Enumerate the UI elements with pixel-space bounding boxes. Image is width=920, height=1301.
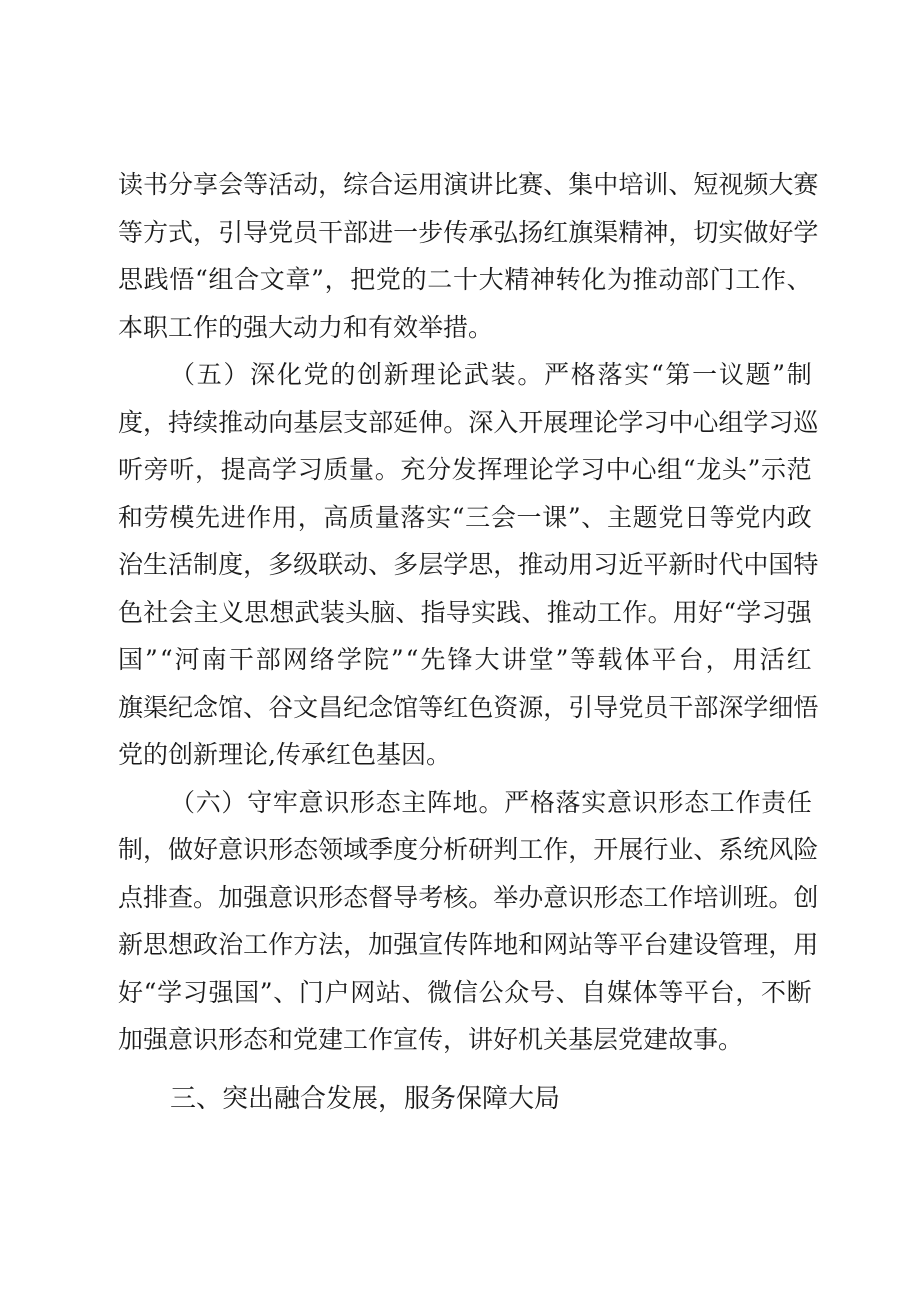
text-line: 加强意识形态和党建工作宣传，讲好机关基层党建故事。 [118,1025,744,1054]
text-line: 点 排 查 。 加 强 意 识 形 态 督 导 考 核 。 举 办 意 识 形 态 工 作 培 训 班 。 创 [118,883,819,912]
paragraph-six-first-line: （ 六 ） 守 牢 意 识 形 态 主 阵 地 。 严 格 落 实 意 识 形 态 工 作 责 任 [170,788,812,817]
text-line: 思 践 悟 “ 组 合 文 章 ” ， 把 党 的 二 十 大 精 神 转 化 为 推 动 部 门 工 作 、 [118,265,812,294]
text-line: 听 旁 听 ， 提 高 学 习 质 量 。 充 分 发 挥 理 论 学 习 中 心 组 “ 龙 头 ” 示 范 [118,455,812,484]
text-line: 新 思 想 政 治 工 作 方 法 ， 加 强 宣 传 阵 地 和 网 站 等 平 台 建 设 管 理 ， 用 [118,930,819,959]
text-line: 色 社 会 主 义 思 想 武 装 头 脑 、 指 导 实 践 、 推 动 工 作 。 用 好 “ 学 习 强 [118,598,812,627]
text-line: 党的创新理论,传承红色基因。 [118,740,451,769]
text-line: 治 生 活 制 度 ， 多 级 联 动 、 多 层 学 思 ， 推 动 用 习 近 平 新 时 代 中 国 特 [118,550,819,579]
paragraph-five-first-line: （ 五 ） 深 化 党 的 创 新 理 论 武 装 。 严 格 落 实 “ 第 一 议 题 ” 制 [170,360,812,389]
text-line: 等 方 式 ， 引 导 党 员 干 部 进 一 步 传 承 弘 扬 红 旗 渠 精 神 ， 切 实 做 好 学 [118,218,819,247]
text-line: 好 “ 学 习 强 国 ” 、 门 户 网 站 、 微 信 公 众 号 、 自 媒 体 等 平 台 ， 不 断 [118,978,812,1007]
text-line: 制 ， 做 好 意 识 形 态 领 域 季 度 分 析 研 判 工 作 ， 开 展 行 业 、 系 统 风 险 [118,835,819,864]
text-line: 国 ” “ 河 南 干 部 网 络 学 院 ” “ 先 锋 大 讲 堂 ” 等 载 体 平 台 ， 用 活 红 [118,645,812,674]
text-line: 度 ， 持 续 推 动 向 基 层 支 部 延 伸 。 深 入 开 展 理 论 学 习 中 心 组 学 习 巡 [118,408,819,437]
text-line: 本职工作的强大动力和有效举措。 [118,313,494,342]
section-heading: 三、突出融合发展，服务保障大局 [170,1084,561,1114]
text-line: 旗 渠 纪 念 馆 、 谷 文 昌 纪 念 馆 等 红 色 资 源 ， 引 导 党 员 干 部 深 学 细 悟 [118,693,819,722]
text-line: 读 书 分 享 会 等 活 动 ， 综 合 运 用 演 讲 比 赛 、 集 中 培 训 、 短 视 频 大 赛 [118,170,819,199]
text-line: 和 劳 模 先 进 作 用 ， 高 质 量 落 实 “ 三 会 一 课 ” 、 主 题 党 日 等 党 内 政 [118,503,812,532]
